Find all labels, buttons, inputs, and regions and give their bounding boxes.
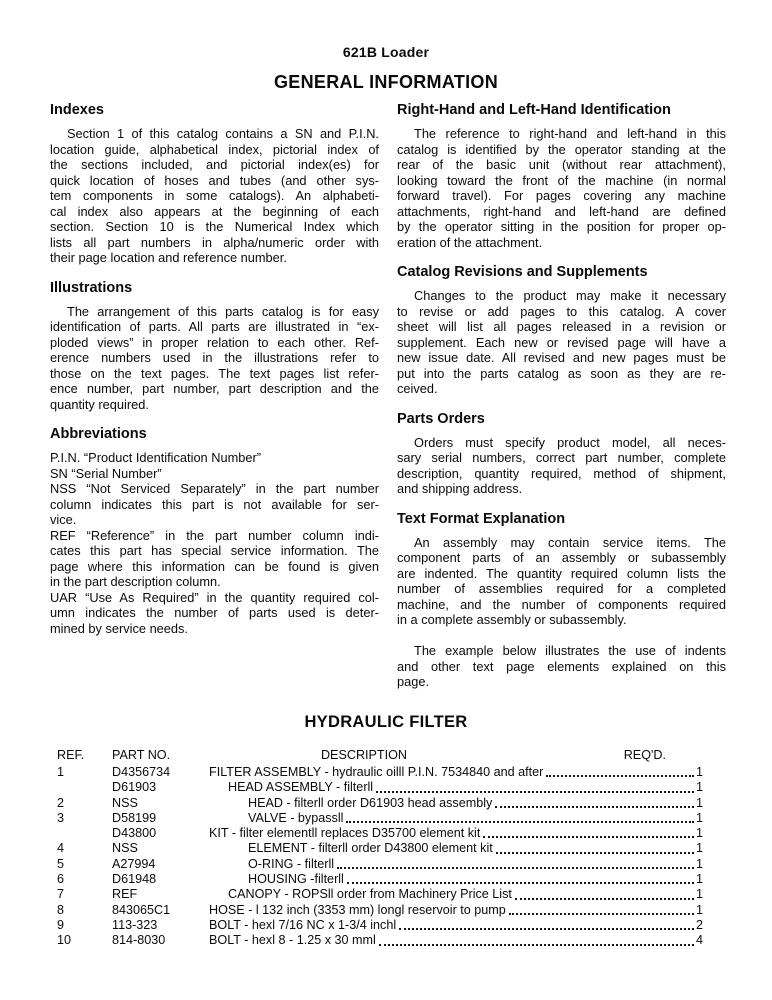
qty-cell: 1	[695, 856, 703, 871]
ref-cell: 8	[57, 902, 65, 917]
ref-cell: 5	[57, 856, 65, 871]
reqd-header: REQ'D.	[623, 748, 666, 762]
left-column	[50, 102, 379, 690]
table-row	[57, 780, 703, 795]
dot-leader	[495, 806, 694, 808]
header-spacer	[519, 748, 624, 763]
ref-cell: 3	[57, 810, 65, 825]
identification-paragraph: The reference to right-hand and left-hand in this catalog is identified by the operator standing at the rear of the basic unit (without rear attachment), looking toward the front of the machine (in normal forward travel). For pages covering any machine attachments, right-hand and left-hand are defined by the operator sitting in the position for proper op- eration of the attachment.	[397, 126, 726, 250]
description-cell: VALVE - bypassll	[248, 810, 344, 825]
part-no-cell: D61903	[112, 780, 157, 795]
part-no-cell: A27994	[112, 856, 156, 871]
indexes-paragraph: Section 1 of this catalog contains a SN and P.I.N. location guide, alphabetical index, pictorial index of the sections included, and pictorial index(es) for quick location of hoses and tubes (and other sys- tem components in some catalogs). An alphabeti- cal index also appears at the beginning of each section. Section 10 is the Numerical Index which lists all part numbers in alpha/numeric order with their page location and reference number.	[50, 126, 379, 265]
part-no-cell: REF	[112, 887, 138, 902]
description-cell: BOLT - hexl 8 - 1.25 x 30 mml	[209, 933, 376, 948]
section-heading-text-format: Text Format Explanation	[397, 510, 566, 527]
parts-table	[57, 748, 703, 949]
qty-cell: 4	[695, 933, 703, 948]
qty-cell: 1	[695, 872, 703, 887]
ref-cell: 2	[57, 795, 65, 810]
illustrations-paragraph: The arrangement of this parts catalog is for easy identification of parts. All parts are illustrated in “ex- ploded views” in proper relation to each other. Ref- erence numbers used in the illustrations refer to those on the text pages. The text pages list refer- ence number, part number, part description and the quantity required.	[50, 303, 379, 412]
part-no-cell: D4356734	[112, 765, 171, 779]
table-row	[57, 903, 703, 918]
description-cell: BOLT - hexl 7/16 NC x 1-3/4 inchl	[209, 917, 397, 932]
abbreviation-nss: NSS “Not Serviced Separately” in the part number column indicates this part is not available for ser- vice.	[50, 481, 379, 527]
page-title: GENERAL INFORMATION	[273, 72, 499, 92]
qty-cell: 1	[695, 841, 703, 856]
description-cell: O-RING - filterll	[248, 856, 335, 871]
table-row	[57, 765, 703, 780]
table-row	[57, 811, 703, 826]
dot-leader	[546, 775, 694, 777]
hydraulic-filter-section	[0, 712, 772, 949]
description-cell: ELEMENT - filterll order D43800 element kit	[248, 841, 493, 856]
qty-cell: 1	[695, 902, 703, 917]
qty-cell: 1	[695, 780, 703, 795]
table-row	[57, 918, 703, 933]
table-row	[57, 857, 703, 872]
section-heading-revisions: Catalog Revisions and Supplements	[397, 264, 648, 280]
ref-cell: 1	[57, 765, 65, 779]
part-no-cell: D61948	[112, 872, 157, 887]
text-format-paragraph-1: An assembly may contain service items. The component parts of an assembly or subassembly are indented. The quantity required column lists the number of assemblies required for a completed machine, and the number of components required in a complete assembly or subassembly.	[397, 534, 726, 627]
qty-cell: 2	[695, 917, 703, 932]
description-cell: HEAD - filterll order D61903 head assembly	[248, 795, 493, 810]
description-cell: HEAD ASSEMBLY - filterll	[228, 780, 374, 795]
text-format-paragraph-2: The example below illustrates the use of indents and other text page elements explained on this page.	[397, 643, 726, 689]
qty-cell: 1	[695, 765, 703, 779]
part-no-cell: D58199	[112, 810, 157, 825]
dot-leader	[346, 821, 694, 823]
masthead	[0, 44, 772, 93]
table-row	[57, 872, 703, 887]
part-no-cell: NSS	[112, 795, 138, 810]
description-cell: HOSE - l 132 inch (3353 mm) longl reservoir to pump	[209, 902, 506, 917]
dot-leader	[515, 898, 694, 900]
qty-cell: 1	[695, 887, 703, 902]
dot-leader	[347, 882, 694, 884]
ref-cell: 7	[57, 887, 65, 902]
abbreviation-uar: UAR “Use As Required” in the quantity required col- umn indicates the number of parts used is deter- mined by service needs.	[50, 589, 379, 636]
abbreviation-sn: SN “Serial Number”	[50, 465, 162, 481]
description-header: DESCRIPTION	[320, 748, 408, 762]
section-heading-identification: Right-Hand and Left-Hand Identification	[397, 102, 671, 118]
dot-leader	[483, 836, 694, 838]
description-cell: CANOPY - ROPSll order from Machinery Price List	[228, 887, 512, 902]
dot-leader	[509, 913, 694, 915]
model-title: 621B Loader	[342, 44, 430, 60]
parts-orders-paragraph: Orders must specify product model, all neces- sary serial numbers, correct part number, complete description, quantity required, method of shipment, and shipping address.	[397, 434, 726, 496]
description-cell: KIT - filter elementll replaces D35700 element kit	[209, 826, 481, 841]
dot-leader	[376, 791, 694, 793]
table-row	[57, 826, 703, 841]
abbreviation-ref: REF “Reference” in the part number column indi- cates this part has special service information. The page where this information can be found is given in the part description column.	[50, 527, 379, 589]
qty-cell: 1	[695, 810, 703, 825]
section-heading-illustrations: Illustrations	[50, 279, 133, 296]
dot-leader	[496, 852, 694, 854]
revisions-paragraph: Changes to the product may make it necessary to revise or add pages to this catalog. A cover sheet will list all pages released in a revision or supplement. Each new or revised page will have a new issue date. All revised and new pages must be put into the parts catalog as soon as they are re- ceived.	[397, 288, 726, 396]
ref-cell: 4	[57, 841, 65, 856]
dot-leader	[379, 944, 694, 946]
description-cell: FILTER ASSEMBLY - hydraulic oilll P.I.N. 7534840 and after	[209, 765, 544, 779]
part-no-cell: 843065C1	[112, 902, 171, 917]
table-header-row	[57, 748, 703, 763]
parts-table-title: HYDRAULIC FILTER	[304, 713, 468, 731]
description-cell: HOUSING -filterll	[248, 872, 344, 887]
two-column-body	[50, 102, 726, 690]
qty-cell: 1	[695, 795, 703, 810]
table-row	[57, 887, 703, 902]
section-heading-parts-orders: Parts Orders	[397, 410, 485, 427]
section-heading-abbreviations: Abbreviations	[50, 426, 147, 442]
table-row	[57, 796, 703, 811]
part-no-header: PART NO.	[112, 748, 171, 762]
part-no-cell: 814-8030	[112, 933, 166, 948]
qty-cell: 1	[695, 826, 703, 841]
table-row	[57, 933, 703, 948]
part-no-cell: 113-323	[112, 917, 158, 932]
right-column	[397, 102, 726, 690]
abbreviation-pin: P.I.N. “Product Identification Number”	[50, 450, 262, 465]
ref-cell: 6	[57, 872, 65, 887]
table-row	[57, 841, 703, 856]
part-no-cell: D43800	[112, 826, 157, 841]
ref-cell: 9	[57, 917, 65, 932]
part-no-cell: NSS	[112, 841, 138, 856]
dot-leader	[399, 928, 694, 930]
ref-header: REF.	[57, 748, 85, 762]
ref-cell: 10	[57, 933, 72, 948]
section-heading-indexes: Indexes	[50, 102, 104, 118]
dot-leader	[337, 867, 694, 869]
